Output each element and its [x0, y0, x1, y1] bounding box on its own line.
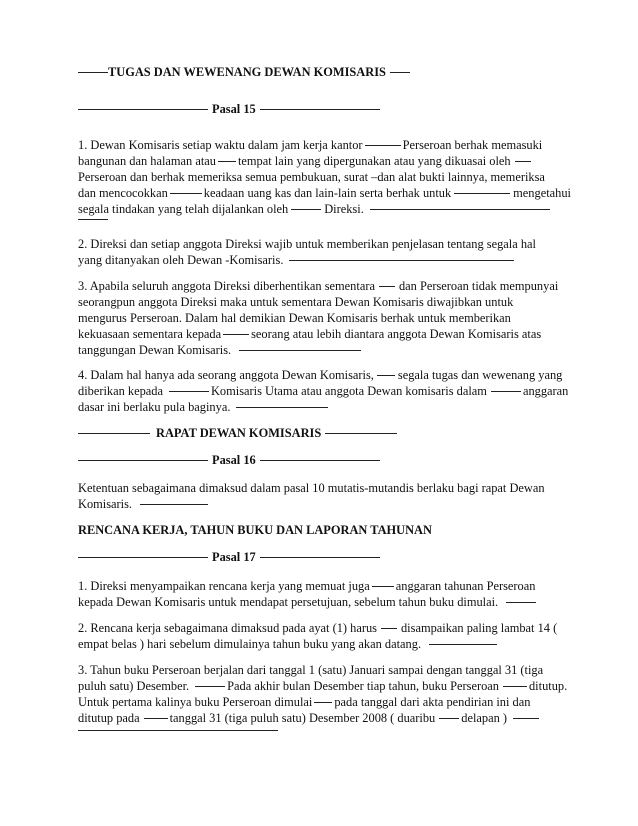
text: disampaikan paling lambat 14 ( [400, 621, 558, 635]
text: segala tugas dan wewenang yang [397, 368, 563, 382]
paragraph-line [78, 480, 578, 496]
section-heading [78, 64, 578, 80]
paragraph-line [78, 169, 578, 185]
paragraph-line [78, 278, 578, 294]
leader-dash [78, 72, 108, 73]
paragraph-line [78, 367, 578, 383]
leader-dash [78, 460, 208, 461]
leader-dash [381, 628, 397, 629]
leader-dash [289, 260, 514, 261]
text: ditutup pada [78, 711, 140, 725]
leader-dash [223, 334, 249, 335]
leader-dash [169, 391, 209, 392]
paragraph-line [78, 236, 578, 252]
text: Pada akhir bulan Desember tiap tahun, buku Perseroan [227, 679, 499, 693]
article-heading [78, 452, 578, 468]
paragraph-line [78, 678, 578, 694]
text: dan Perseroan tidak mempunyai [398, 279, 559, 293]
text: dasar ini berlaku pula baginya. [78, 400, 231, 414]
leader-dash [78, 219, 108, 220]
paragraph-line [78, 662, 578, 678]
text: segala tindakan yang telah dijalankan oleh [78, 202, 289, 216]
text: Perseroan berhak memasuki [402, 138, 543, 152]
leader-dash [503, 686, 527, 687]
text: pada tanggal dari akta pendirian ini dan [334, 695, 531, 709]
leader-dash [429, 644, 497, 645]
text: dan mencocokkan [78, 186, 168, 200]
leader-dash [260, 557, 380, 558]
text: keadaan uang kas dan lain-lain serta berhak untuk [203, 186, 452, 200]
text: tanggungan Dewan Komisaris. [78, 343, 232, 357]
paragraph-line [78, 636, 578, 652]
text: Komisaris Utama atau anggota Dewan komisaris dalam [210, 384, 487, 398]
text: kekuasaan sementara kepada [78, 327, 222, 341]
paragraph-line [78, 694, 578, 710]
text: tanggal 31 (tiga puluh satu) Desember 2008 ( duaribu [169, 711, 436, 725]
text: Ketentuan sebagaimana dimaksud dalam pasal 10 mutatis-mutandis berlaku bagi rapat Dewan [78, 481, 545, 495]
paragraph-line [78, 496, 578, 512]
text: kepada Dewan Komisaris untuk mendapat persetujuan, sebelum tahun buku dimulai. [78, 595, 499, 609]
text: diberikan kepada [78, 384, 163, 398]
text: seorang atau lebih diantara anggota Dewan Komisaris atas [251, 327, 542, 341]
article-heading [78, 101, 578, 117]
paragraph-line [78, 310, 578, 326]
article-heading-text: Pasal 15 [212, 102, 256, 116]
paragraph-line [78, 153, 578, 169]
leader-dash [236, 407, 328, 408]
leader-dash [260, 460, 380, 461]
leader-dash [195, 686, 225, 687]
article-heading [78, 549, 578, 565]
text: 2. Direksi dan setiap anggota Direksi wajib untuk memberikan penjelasan tentang segala hal [78, 237, 536, 251]
section-heading [78, 425, 578, 441]
leader-dash [365, 145, 401, 146]
leader-dash [140, 504, 208, 505]
paragraph-line [78, 383, 578, 399]
section-heading-text: RAPAT DEWAN KOMISARIS [156, 426, 322, 440]
leader-dash [506, 602, 536, 603]
leader-dash [513, 718, 539, 719]
text: anggaran tahunan Perseroan [395, 579, 536, 593]
paragraph-line [78, 594, 578, 610]
text: 1. Dewan Komisaris setiap waktu dalam jam kerja kantor [78, 138, 363, 152]
section-heading-text: TUGAS DAN WEWENANG DEWAN KOMISARIS [108, 65, 386, 79]
paragraph-line [78, 326, 578, 342]
article-heading-text: Pasal 16 [212, 453, 256, 467]
leader-dash [439, 718, 459, 719]
text: mengurus Perseroan. Dalam hal demikian Dewan Komisaris berhak untuk memberikan [78, 311, 511, 325]
paragraph-line [78, 252, 578, 268]
leader-dash [260, 109, 380, 110]
section-heading [78, 522, 578, 538]
text: 4. Dalam hal hanya ada seorang anggota Dewan Komisaris, [78, 368, 374, 382]
leader-dash [372, 586, 394, 587]
leader-dash [377, 375, 395, 376]
leader-dash [515, 161, 531, 162]
text: yang ditanyakan oleh Dewan -Komisaris. [78, 253, 284, 267]
leader-dash [390, 72, 410, 73]
text: 3. Tahun buku Perseroan berjalan dari tanggal 1 (satu) Januari sampai dengan tanggal 31 (tiga [78, 663, 544, 677]
leader-dash [144, 718, 168, 719]
leader-dash [239, 350, 361, 351]
leader-dash [370, 209, 550, 210]
text: 1. Direksi menyampaikan rencana kerja yang memuat juga [78, 579, 370, 593]
text: 2. Rencana kerja sebagaimana dimaksud pada ayat (1) harus [78, 621, 377, 635]
leader-dash [78, 433, 150, 434]
paragraph-line [78, 137, 578, 153]
text: mengetahui [513, 186, 571, 200]
leader-dash [218, 161, 236, 162]
paragraph-line [78, 294, 578, 310]
text: puluh satu) Desember. [78, 679, 190, 693]
leader-dash [314, 702, 332, 703]
text: Untuk pertama kalinya buku Perseroan dimulai [78, 695, 313, 709]
text: 3. Apabila seluruh anggota Direksi diberhentikan sementara [78, 279, 375, 293]
text: anggaran [522, 384, 569, 398]
leader-dash [78, 730, 278, 731]
text: Direksi. [324, 202, 364, 216]
leader-dash [379, 286, 395, 287]
text: tempat lain yang dipergunakan atau yang dikuasai oleh [237, 154, 511, 168]
text: ditutup. [528, 679, 568, 693]
text: seorangpun anggota Direksi maka untuk sementara Dewan Komisaris diwajibkan untuk [78, 295, 514, 309]
article-heading-text: Pasal 17 [212, 550, 256, 564]
text: Komisaris. [78, 497, 133, 511]
leader-dash [78, 557, 208, 558]
leader-dash [78, 109, 208, 110]
leader-dash [291, 209, 321, 210]
paragraph-line [78, 342, 578, 358]
paragraph-line [78, 578, 578, 594]
text: delapan ) [461, 711, 508, 725]
leader-dash [454, 193, 510, 194]
paragraph-line [78, 211, 578, 227]
leader-dash [170, 193, 202, 194]
leader-dash [491, 391, 521, 392]
text: Perseroan dan berhak memeriksa semua pembukuan, surat –dan alat bukti lainnya, memeriksa [78, 170, 545, 184]
paragraph-line [78, 185, 578, 201]
paragraph-line [78, 620, 578, 636]
section-heading-text: RENCANA KERJA, TAHUN BUKU DAN LAPORAN TAHUNAN [78, 523, 432, 537]
text: bangunan dan halaman atau [78, 154, 216, 168]
text: empat belas ) hari sebelum dimulainya tahun buku yang akan datang. [78, 637, 422, 651]
leader-dash [325, 433, 397, 434]
paragraph-line [78, 722, 578, 738]
paragraph-line [78, 399, 578, 415]
